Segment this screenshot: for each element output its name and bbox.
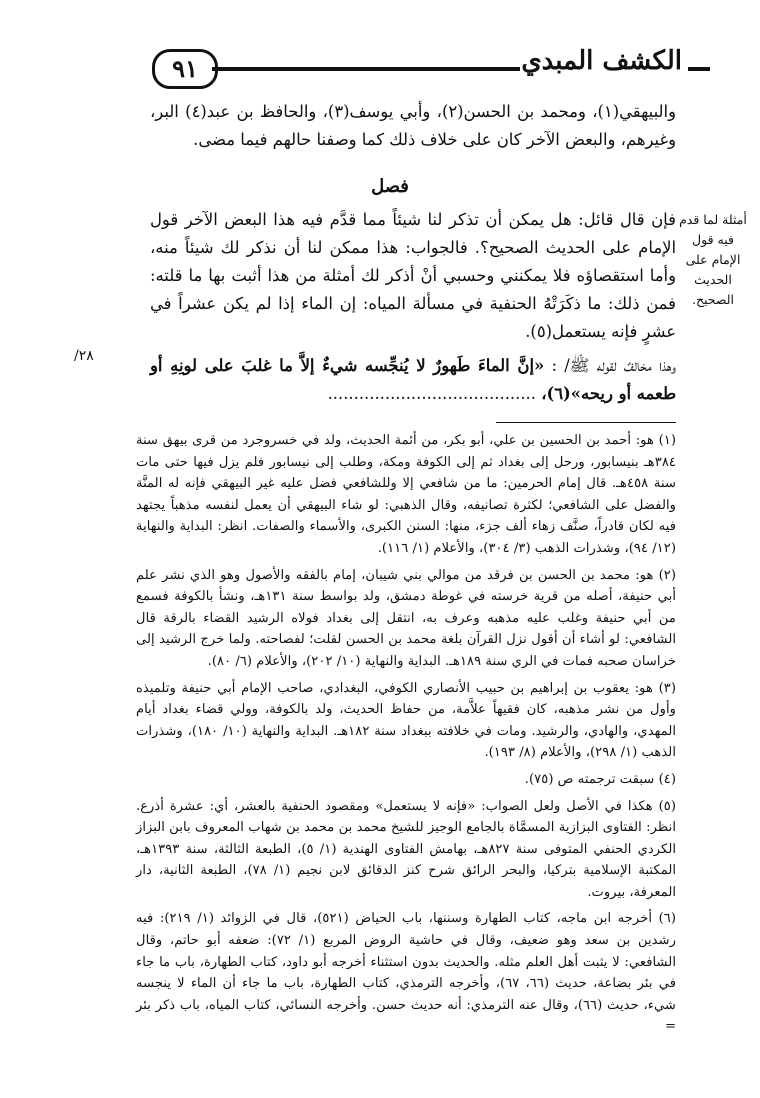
footnotes	[136, 430, 676, 1043]
footnote-2: (٢) هو: محمد بن الحسن بن فرقد من موالي بني شيبان، إمام بالفقه والأصول وهو الذي نشر علم أبي حنيفة، أصله من قرية خرسته في غوطة دمشق، ولد بواسط سنة ١٣١هـ، ونشأ بالكوفة فسمع من أبي حنيفة وغلب عليه مذهبه وعرف به، انتقل إلى بغداد فولاه الرشيد القضاء بالرقة قال الشافعي: لو أشاء أن أقول نزل القرآن بلغة محمد بن الحسن لقلت؛ لفصاحته. ولما خرج الرشيد إلى خراسان صحبه فمات في الري سنة ١٨٩هـ. البداية والنهاية (١٠/ ٢٠٢)، والأعلام (٦/ ٨٠).	[136, 567, 676, 669]
page-number: ٩١	[152, 49, 218, 89]
running-title: الكشف المبدي	[521, 46, 682, 76]
manuscript-folio-ref: /٢٨	[74, 348, 94, 364]
footnote-1: (١) هو: أحمد بن الحسين بن علي، أبو بكر، من أئمة الحديث، ولد في خسروجرد من قرى بيهق سنة ٣٨٤هـ بنيسابور، ورحل إلى بغداد ثم إلى الكوفة ومكة، وطلب إلى نيسابور فلم يزل فيها حتى مات سنة ٤٥٨هـ. قال إمام الحرمين: ما من شافعي إلا وللشافعي فضل عليه غير البيهقي فإنه له المنَّة والفضل على الشافعي؛ لكثرة تصانيفه، وقال الذهبي: لو شاء البيهقي أن يعمل لنفسه مذهباً يجتهد فيه لكان قادراً، صنَّف زهاء ألف جزء، منها: السنن الكبرى، والأسماء والصفات. انظر: البداية والنهاية (١٢/ ٩٤)، وشذرات الذهب (٣/ ٣٠٤)، والأعلام (١/ ١١٦).	[136, 433, 676, 556]
trailing-dots: ........................................	[327, 384, 536, 403]
header-rule	[212, 67, 520, 71]
footnote-3: (٣) هو: يعقوب بن إبراهيم بن حبيب الأنصاري الكوفي، البغدادي، صاحب الإمام أبي حنيفة وتلميذه وأول من نشر مذهبه، كان فقيهاً علاَّمة، من حفاظ الحديث، ولد بالكوفة، وولي قضاء بغداد أيام المهدي، والهادي، والرشيد. ومات في خلافته ببغداد سنة ١٨٢هـ. البداية والنهاية (١٠/ ١٨٠)، وشذرات الذهب (١/ ٢٩٨)، والأعلام (٨/ ١٩٣).	[136, 680, 677, 761]
body-paragraph-1	[150, 98, 676, 154]
footnote-separator	[496, 422, 676, 423]
margin-note: أمثلة لما قدم فيه قول الإمام على الحديث الصحيح.	[679, 212, 747, 307]
footnote-4: (٤) سبقت ترجمته ص (٧٥).	[524, 771, 676, 787]
paragraph-text: والبيهقي(١)، ومحمد بن الحسن(٢)، وأبي يوسف(٣)، والحافظ بن عبد(٤) البر، وغيرهم، والبعض الآخر كان على خلاف ذلك كما وصفنا حالهم فيما مضى.	[150, 102, 676, 149]
paragraph-hadith	[150, 352, 676, 408]
page-header	[130, 46, 710, 90]
footnote-6: (٦) أخرجه ابن ماجه، كتاب الطهارة وسننها، باب الحياض (٥٢١)، قال في الزوائد (١/ ٢١٩): فيه رشدين بن سعد وهو ضعيف، وقال في حاشية الروض المربع (١/ ٧٢): ضعفه أبو حاتم، وقال الشافعي: لا يثبت أهل العلم مثله. والحديث بدون استثناء أخرجه أبو داود، كتاب الطهارة، باب ما جاء في بئر بضاعة، حديث (٦٦، ٦٧)، وأخرجه الترمذي، كتاب الطهارة، باب ما جاء أن الماء لا ينجسه شيء، حديث (٦٦)، وقال عنه الترمذي: أنه حديث حسن. وأخرجه النسائي، كتاب المياه، باب ذكر بئر =	[136, 911, 676, 1035]
hadith-text: «إنَّ الماءَ طَهورٌ لا يُنجِّسه شيءٌ إلاَّ ما غلبَ على لونِهِ أو طعمه أو ريحه»(٦)،	[150, 356, 676, 403]
header-rule-stub	[688, 67, 710, 71]
footnote-5: (٥) هكذا في الأصل ولعل الصواب: «فإنه لا يستعمل» ومقصود الحنفية بالعشر، أي: عشرة أذرع. انظر: الفتاوى البزازية المسمَّاة بالجامع الوجيز للشيخ محمد بن محمد بن شهاب المعروف بابن البزاز الكردي الحنفي المتوفى سنة ٨٢٧هـ، بهامش الفتاوى الهندية (١/ ٥)، الطبعة الثالثة، سنة ١٣٩٣هـ، المكتبة الإسلامية بتركيا، والبحر الرائق شرح كنز الدقائق لابن نجيم (١/ ٧٨)، الطبعة الثانية، دار المعرفة، بيروت.	[136, 798, 677, 900]
hadith-lead: وهذا مخالفٌ لقوله ﷺ/ :	[551, 356, 676, 375]
paragraph-text: فإن قال قائل: هل يمكن أن تذكر لنا شيئاً مما قدَّم فيه هذا البعض الآخر قول الإمام على الحديث الصحيح؟. فالجواب: هذا ممكن لنا أن نذكر لك شيئاً منه، وأما استقصاؤه فلا يمكنني وحسبي أنْ أذكر لك أمثلة من هذا أثبت بها ما قلته: فمن ذلك: ما ذكَرَتْهُ الحنفية في مسألة المياه: إن الماء إذا لم يكن عشراً في عشرٍ فإنه يستعمل(٥).	[150, 210, 676, 341]
body-paragraph-2	[150, 206, 676, 408]
section-heading: فصل	[371, 176, 409, 197]
